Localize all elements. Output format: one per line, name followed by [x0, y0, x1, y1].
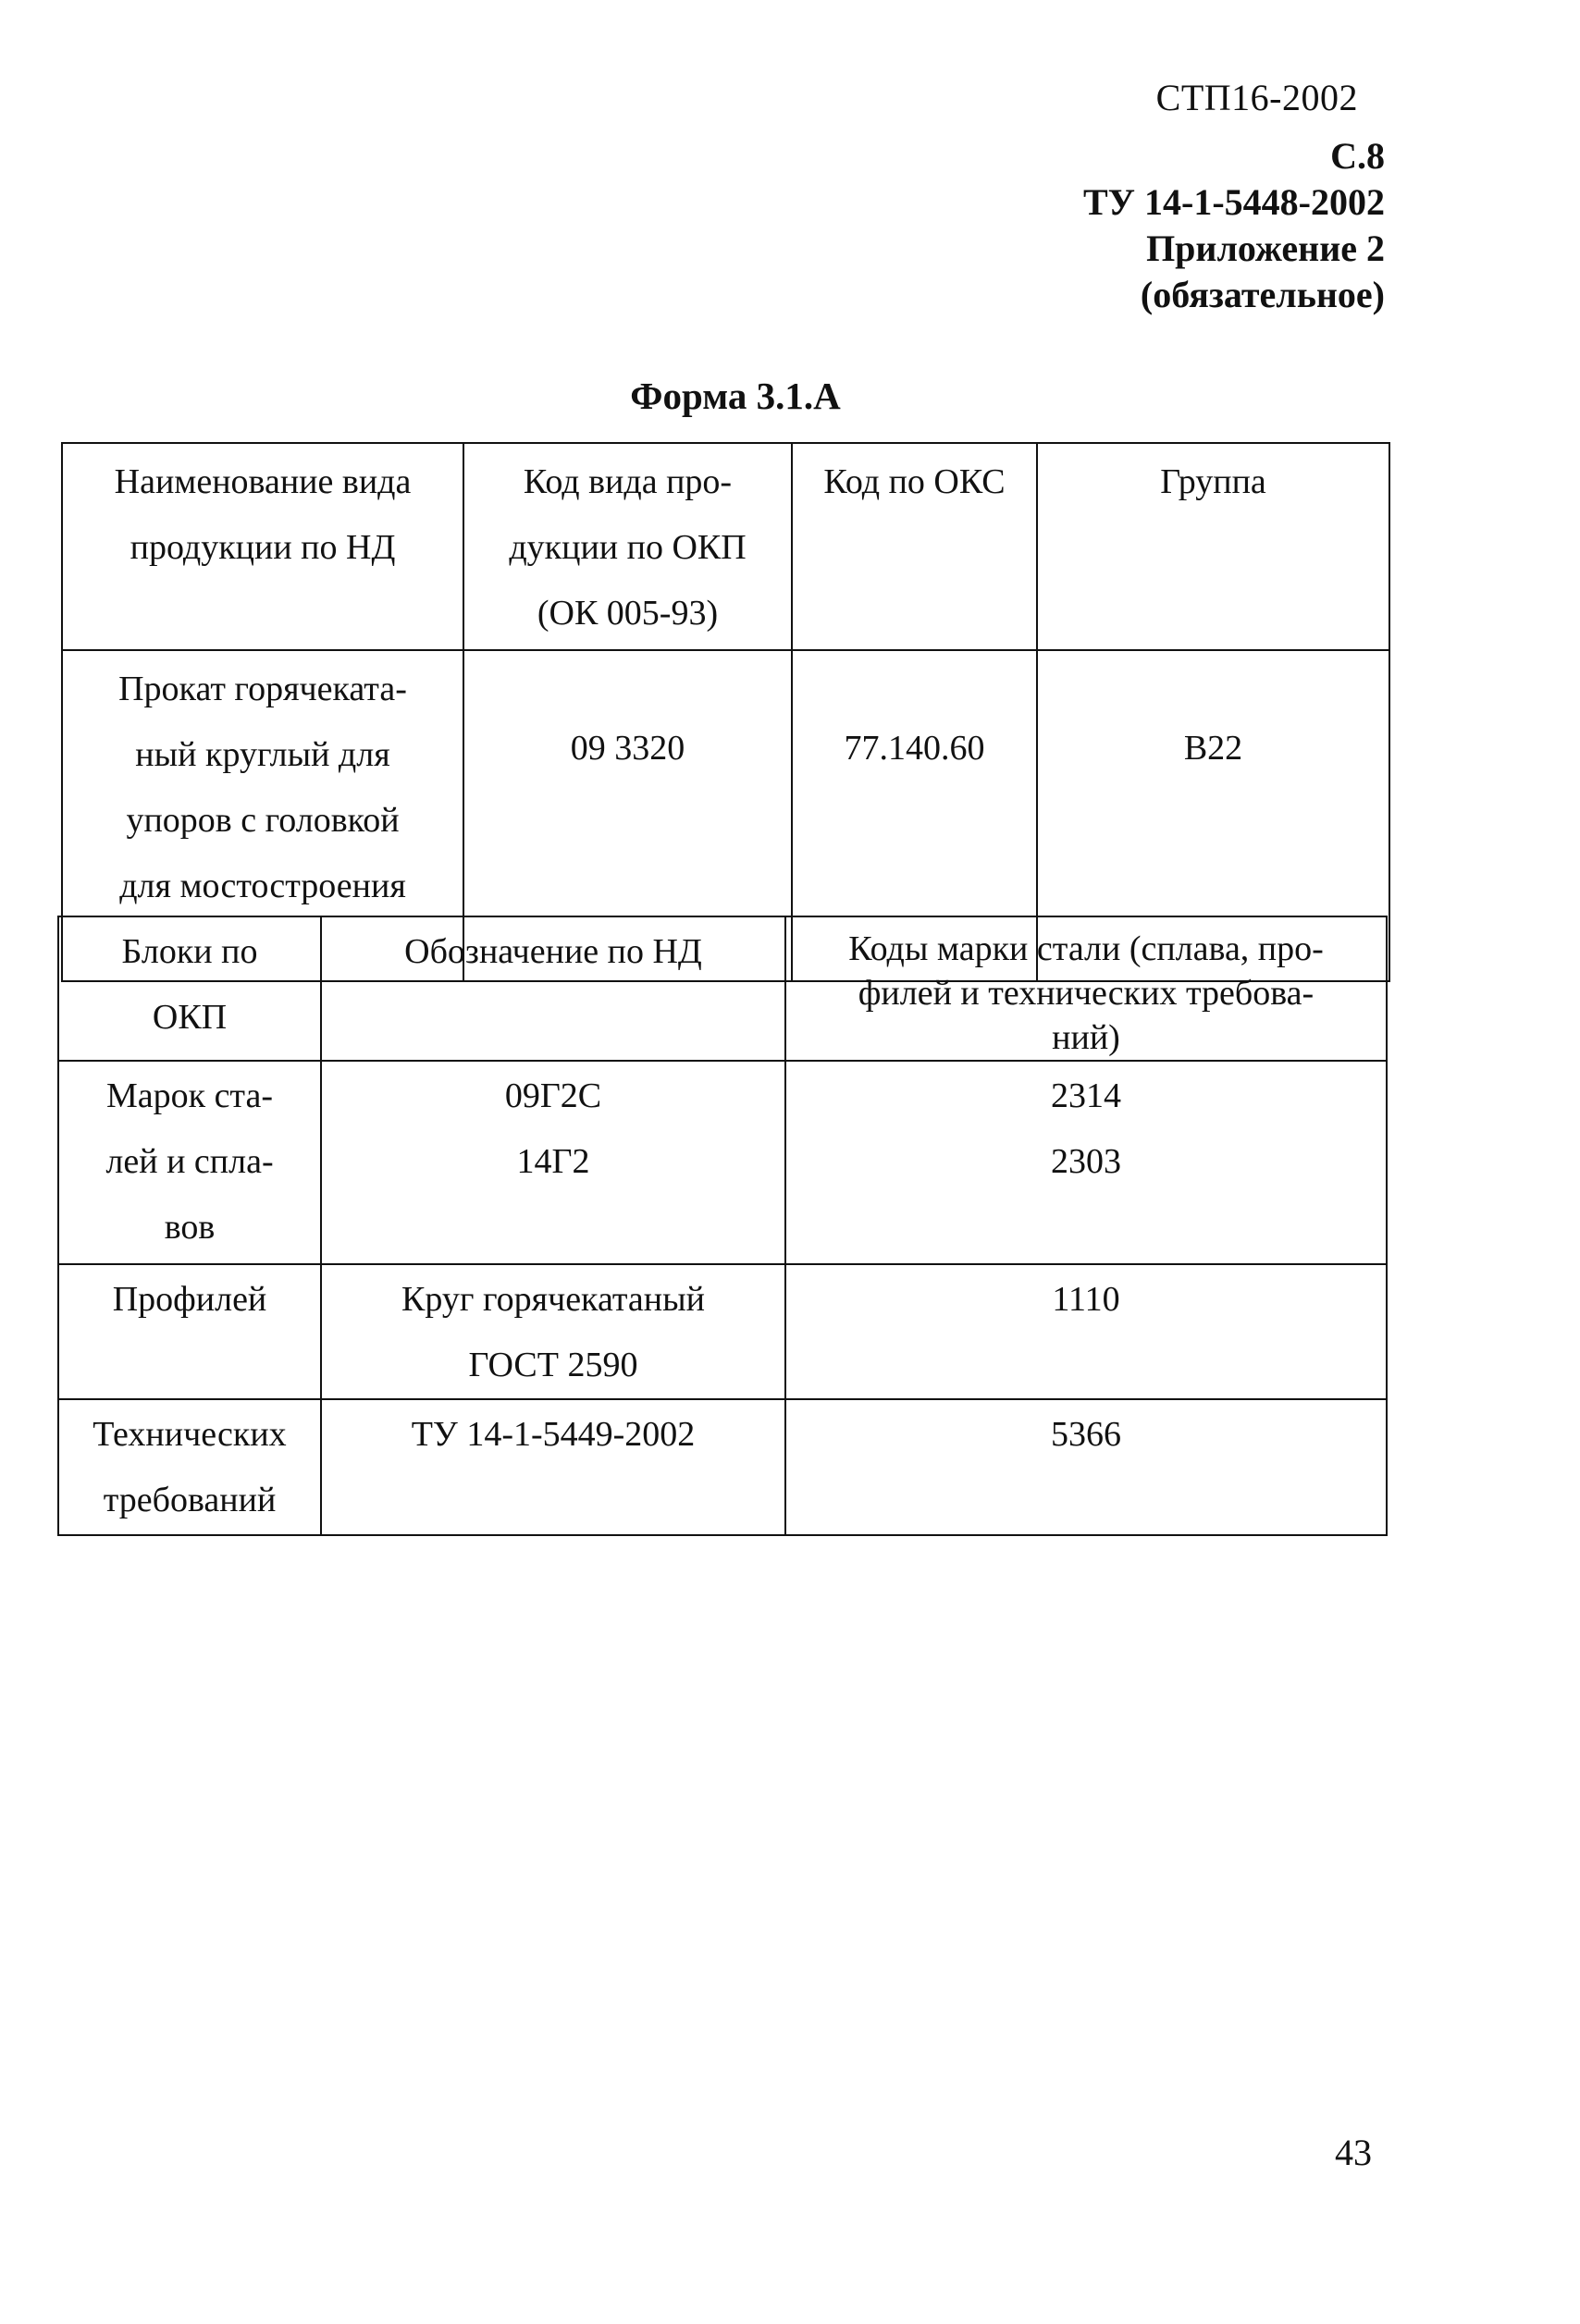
header-text-line: Наименование вида — [114, 462, 412, 501]
cell-text-line: 2314 — [1051, 1076, 1121, 1115]
header-block — [1083, 133, 1385, 318]
cell-block — [58, 1061, 321, 1264]
cell-designation — [321, 1399, 785, 1535]
page-number: 43 — [1335, 2132, 1372, 2173]
cell-text-line: 5366 — [1051, 1415, 1121, 1454]
cell-text-line: Круг горячекатаный — [401, 1280, 705, 1319]
header-cell-product-name — [62, 443, 463, 650]
cell-text-line: упоров с головкой — [126, 801, 400, 840]
table-header-row — [62, 443, 1389, 650]
cell-text-line: лей и спла- — [105, 1142, 274, 1181]
table-header-row — [58, 916, 1387, 1061]
header-cell-okp-blocks — [58, 916, 321, 1061]
cell-block — [58, 1264, 321, 1399]
cell-block — [58, 1399, 321, 1535]
header-text-line: Код вида про- — [523, 462, 733, 501]
cell-oks-code: 77.140.60 — [792, 650, 1037, 981]
cell-text-line: Технических — [93, 1415, 287, 1454]
form-title: Форма 3.1.А — [630, 375, 841, 417]
appendix-note: (обязательное) — [1140, 274, 1385, 315]
page-label: С.8 — [1330, 135, 1385, 177]
cell-text-line: требований — [103, 1481, 277, 1519]
document-code: СТП16-2002 — [1155, 77, 1358, 118]
cell-group: В22 — [1037, 650, 1389, 981]
cell-designation — [321, 1061, 785, 1264]
header-text-line: дукции по ОКП — [509, 528, 747, 567]
header-cell-oks-code — [792, 443, 1037, 650]
cell-codes — [785, 1061, 1387, 1264]
header-cell-group — [1037, 443, 1389, 650]
cell-text-line: ный круглый для — [135, 735, 390, 774]
cell-text-line: Профилей — [112, 1280, 267, 1319]
header-text-line: Блоки по — [121, 932, 258, 971]
table-row — [58, 1399, 1387, 1535]
cell-text-line: 2303 — [1051, 1142, 1121, 1181]
cell-codes — [785, 1399, 1387, 1535]
appendix-title: Приложение 2 — [1146, 227, 1385, 269]
header-text-line: продукции по НД — [130, 528, 396, 567]
cell-text-line: вов — [164, 1208, 216, 1247]
table-row — [58, 1061, 1387, 1264]
header-cell-designation — [321, 916, 785, 1061]
header-text-line: филей и технических требова- — [858, 974, 1315, 1013]
cell-designation — [321, 1264, 785, 1399]
header-text-line: Код по ОКС — [823, 462, 1006, 501]
header-text-line: ний) — [1052, 1018, 1120, 1057]
cell-text-line: 14Г2 — [516, 1142, 590, 1181]
cell-text-line: ТУ 14-1-5449-2002 — [411, 1415, 696, 1454]
header-text-line: Коды марки стали (сплава, про- — [848, 929, 1324, 968]
header-text-line: Обозначение по НД — [404, 932, 702, 971]
header-cell-codes — [785, 916, 1387, 1061]
cell-text-line: ГОСТ 2590 — [468, 1346, 638, 1384]
okp-blocks-table — [57, 916, 1388, 1536]
product-classification-table — [61, 442, 1390, 982]
cell-text-line: для мостостроения — [119, 867, 406, 905]
cell-codes — [785, 1264, 1387, 1399]
cell-text-line: Прокат горячеката- — [118, 670, 407, 708]
header-cell-okp-code — [463, 443, 792, 650]
header-text-line: (ОК 005-93) — [537, 594, 719, 633]
table-row — [58, 1264, 1387, 1399]
header-text-line: ОКП — [152, 998, 228, 1037]
specification-number: ТУ 14-1-5448-2002 — [1083, 181, 1385, 223]
cell-text-line: Марок ста- — [105, 1076, 274, 1115]
cell-okp-code: 09 3320 — [463, 650, 792, 981]
cell-text-line: 09Г2С — [504, 1076, 602, 1115]
header-text-line: Группа — [1160, 462, 1266, 501]
cell-text-line: 1110 — [1052, 1280, 1120, 1319]
